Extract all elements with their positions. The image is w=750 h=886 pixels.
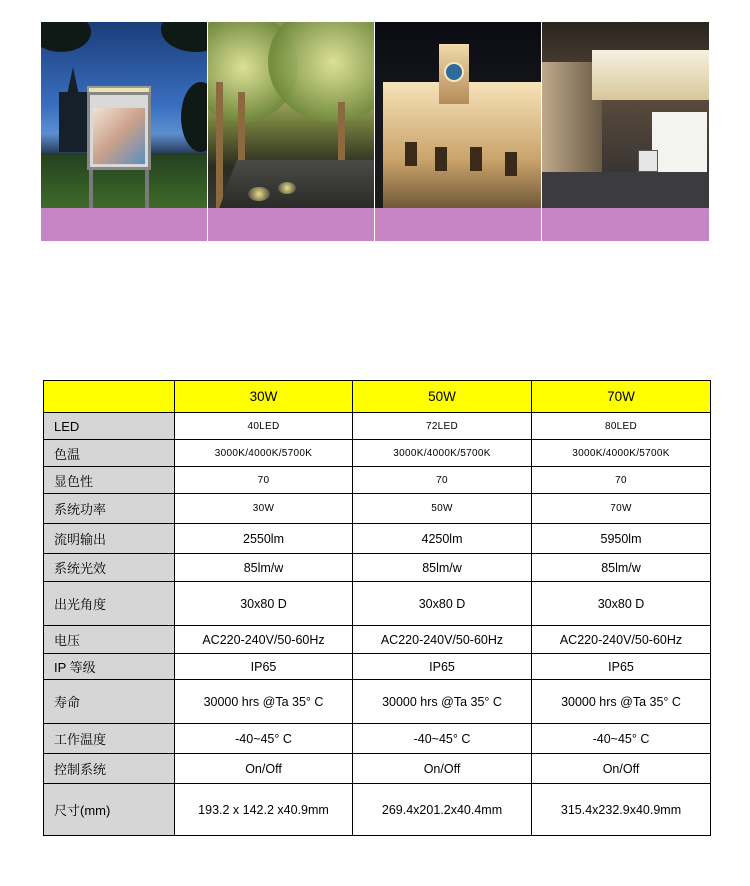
spec-row-label: LED xyxy=(44,413,175,440)
photo-caption-bar xyxy=(208,208,374,241)
photo-panel-underpass xyxy=(542,22,709,241)
spec-row-control xyxy=(44,754,711,784)
spec-table xyxy=(43,380,711,836)
spec-row-beam-angle xyxy=(44,582,711,626)
spec-header-50w: 50W xyxy=(353,381,532,413)
spec-cell: IP65 xyxy=(532,654,711,680)
spec-cell: 80LED xyxy=(532,413,711,440)
spec-cell: AC220-240V/50-60Hz xyxy=(532,626,711,654)
photo-panel-building xyxy=(375,22,542,241)
spec-cell: 85lm/w xyxy=(175,554,353,582)
spec-cell: On/Off xyxy=(532,754,711,784)
clock-face xyxy=(444,62,464,82)
spec-row-power xyxy=(44,494,711,524)
spec-row-label: 系统光效 xyxy=(44,554,175,582)
spec-row-color-temp xyxy=(44,440,711,467)
spec-cell: 269.4x201.2x40.4mm xyxy=(353,784,532,836)
spec-row-lifetime xyxy=(44,680,711,724)
spec-row-label: 流明输出 xyxy=(44,524,175,554)
spec-cell: On/Off xyxy=(175,754,353,784)
spec-cell: 30000 hrs @Ta 35° C xyxy=(353,680,532,724)
spec-row-label: 出光角度 xyxy=(44,582,175,626)
spec-header-30w: 30W xyxy=(175,381,353,413)
spec-row-label: 电压 xyxy=(44,626,175,654)
spec-cell: 193.2 x 142.2 x40.9mm xyxy=(175,784,353,836)
spec-row-label: 尺寸(mm) xyxy=(44,784,175,836)
spec-row-label: 控制系统 xyxy=(44,754,175,784)
spec-cell: 30x80 D xyxy=(532,582,711,626)
spec-header-70w: 70W xyxy=(532,381,711,413)
tree-lined-road-photo xyxy=(208,22,374,208)
spec-row-lumen xyxy=(44,524,711,554)
photo-caption-bar xyxy=(41,208,207,241)
spec-cell: 315.4x232.9x40.9mm xyxy=(532,784,711,836)
spec-row-operating-temp xyxy=(44,724,711,754)
spec-cell: 72LED xyxy=(353,413,532,440)
spec-cell: 30x80 D xyxy=(353,582,532,626)
spec-cell: 50W xyxy=(353,494,532,524)
photo-panel-road xyxy=(208,22,375,241)
spec-row-led xyxy=(44,413,711,440)
spec-row-cri xyxy=(44,467,711,494)
spec-header-blank xyxy=(44,381,175,413)
photo-panel-billboard xyxy=(41,22,208,241)
spec-cell: -40~45° C xyxy=(532,724,711,754)
spec-row-label: 显色性 xyxy=(44,467,175,494)
billboard-dusk-photo xyxy=(41,22,207,208)
spec-cell: On/Off xyxy=(353,754,532,784)
spec-cell: IP65 xyxy=(175,654,353,680)
spec-header-row xyxy=(44,381,711,413)
spec-cell: 70 xyxy=(353,467,532,494)
photo-caption-bar xyxy=(375,208,541,241)
spec-cell: 40LED xyxy=(175,413,353,440)
photo-caption-bar xyxy=(542,208,709,241)
spec-cell: 30000 hrs @Ta 35° C xyxy=(175,680,353,724)
spec-cell: 30000 hrs @Ta 35° C xyxy=(532,680,711,724)
spec-cell: 70 xyxy=(532,467,711,494)
spec-cell: 3000K/4000K/5700K xyxy=(353,440,532,467)
spec-cell: 85lm/w xyxy=(532,554,711,582)
spec-cell: IP65 xyxy=(353,654,532,680)
spec-row-label: 工作温度 xyxy=(44,724,175,754)
spec-row-label: IP 等级 xyxy=(44,654,175,680)
spec-cell: 30x80 D xyxy=(175,582,353,626)
spec-cell: 5950lm xyxy=(532,524,711,554)
spec-row-label: 系统功率 xyxy=(44,494,175,524)
spec-cell: 30W xyxy=(175,494,353,524)
spec-cell: AC220-240V/50-60Hz xyxy=(175,626,353,654)
spec-row-efficacy xyxy=(44,554,711,582)
spec-row-dimensions xyxy=(44,784,711,836)
spec-cell: 4250lm xyxy=(353,524,532,554)
application-photo-gallery xyxy=(41,22,709,241)
spec-row-voltage xyxy=(44,626,711,654)
spec-row-label: 寿命 xyxy=(44,680,175,724)
spec-cell: 2550lm xyxy=(175,524,353,554)
spec-cell: -40~45° C xyxy=(175,724,353,754)
spec-cell: 70 xyxy=(175,467,353,494)
truck-shape xyxy=(638,150,658,172)
spec-row-ip-rating xyxy=(44,654,711,680)
lit-underpass-photo xyxy=(542,22,709,208)
spec-cell: 85lm/w xyxy=(353,554,532,582)
spec-cell: 3000K/4000K/5700K xyxy=(532,440,711,467)
spec-row-label: 色温 xyxy=(44,440,175,467)
spec-cell: -40~45° C xyxy=(353,724,532,754)
spec-cell: 3000K/4000K/5700K xyxy=(175,440,353,467)
billboard-ad-image xyxy=(93,108,145,164)
lit-clock-building-photo xyxy=(375,22,541,208)
spec-cell: AC220-240V/50-60Hz xyxy=(353,626,532,654)
spec-cell: 70W xyxy=(532,494,711,524)
